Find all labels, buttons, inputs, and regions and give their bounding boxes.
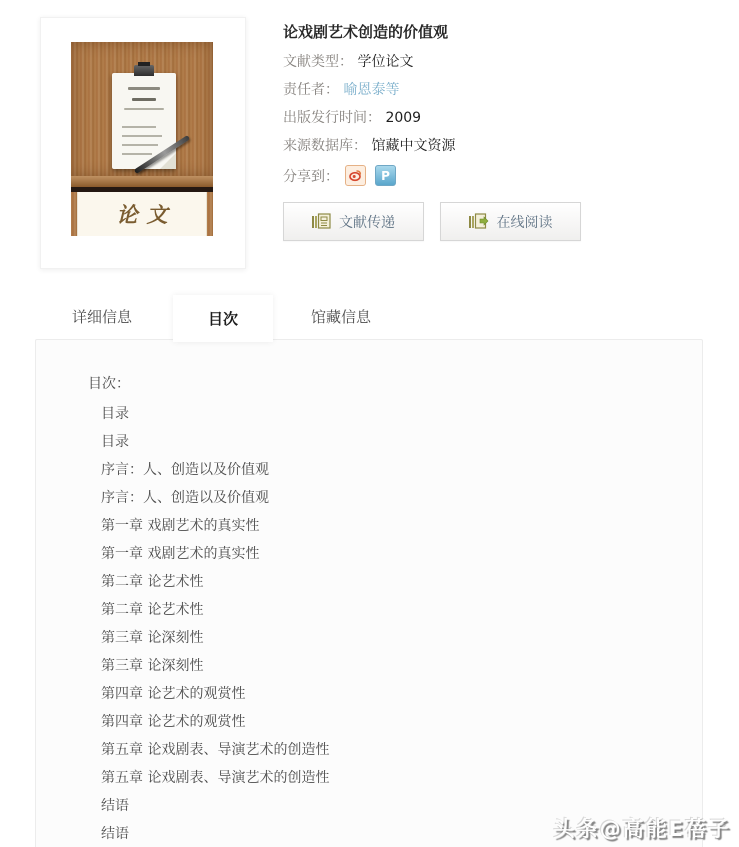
tab-bar <box>36 295 703 339</box>
shelf-illustration <box>71 176 213 187</box>
tab-detail-info[interactable]: 详细信息 <box>71 308 132 326</box>
toc-item: 第四章 论艺术的观赏性 <box>101 714 246 730</box>
record-meta <box>283 22 703 241</box>
pengyou-share-icon[interactable]: P <box>375 165 396 186</box>
weibo-share-icon[interactable] <box>345 165 366 186</box>
field-author <box>283 82 703 98</box>
toc-item: 目录 <box>101 406 129 422</box>
paper-illustration <box>112 73 176 169</box>
toc-item: 结语 <box>101 826 129 842</box>
cover-art <box>71 42 213 236</box>
tab-toc[interactable]: 目次 <box>173 295 273 342</box>
field-source-db <box>283 138 703 154</box>
toc-item: 目录 <box>101 434 129 450</box>
field-label: 责任者： <box>283 82 339 98</box>
online-reading-label: 在线阅读 <box>496 214 553 231</box>
cover-thumbnail <box>40 17 246 269</box>
binder-clip-illustration <box>134 65 154 76</box>
field-label: 出版发行时间： <box>283 110 381 126</box>
share-label: 分享到： <box>283 168 339 185</box>
toc-item: 第一章 戏剧艺术的真实性 <box>101 546 260 562</box>
field-value: 2009 <box>385 110 422 126</box>
toc-item: 第五章 论戏剧表、导演艺术的创造性 <box>101 742 330 758</box>
toc-item: 第三章 论深刻性 <box>101 630 204 646</box>
document-delivery-button[interactable] <box>283 202 424 241</box>
field-doc-type <box>283 54 703 70</box>
toc-item: 结语 <box>101 798 129 814</box>
action-buttons <box>283 202 703 241</box>
document-delivery-icon <box>312 213 331 230</box>
author-link[interactable]: 喻恩泰等 <box>343 82 400 98</box>
online-reading-icon <box>469 213 489 230</box>
toc-item: 第四章 论艺术的观赏性 <box>101 686 246 702</box>
online-reading-button[interactable] <box>440 202 581 241</box>
toc-item: 第三章 论深刻性 <box>101 658 204 674</box>
toc-heading: 目次： <box>88 376 130 392</box>
watermark: 头条@高能E蓓子 <box>553 817 731 841</box>
toc-item: 第五章 论戏剧表、导演艺术的创造性 <box>101 770 330 786</box>
toc-item: 第二章 论艺术性 <box>101 574 204 590</box>
toc-item: 第一章 戏剧艺术的真实性 <box>101 518 260 534</box>
toc-item: 序言：人、创造以及价值观 <box>101 490 269 506</box>
field-value: 馆藏中文资源 <box>371 138 456 154</box>
tab-holdings-info[interactable]: 馆藏信息 <box>310 308 371 326</box>
field-label: 文献类型： <box>283 54 353 70</box>
toc-panel <box>35 339 703 847</box>
field-value: 学位论文 <box>357 54 414 70</box>
toc-list <box>36 400 702 847</box>
share-row <box>283 165 703 186</box>
field-pub-year <box>283 110 703 126</box>
record-title: 论戏剧艺术创造的价值观 <box>283 23 449 41</box>
cover-caption: 论文 <box>116 202 177 227</box>
field-label: 来源数据库： <box>283 138 367 154</box>
toc-item: 序言：人、创造以及价值观 <box>101 462 269 478</box>
toc-item: 第二章 论艺术性 <box>101 602 204 618</box>
document-delivery-label: 文献传递 <box>339 214 395 231</box>
